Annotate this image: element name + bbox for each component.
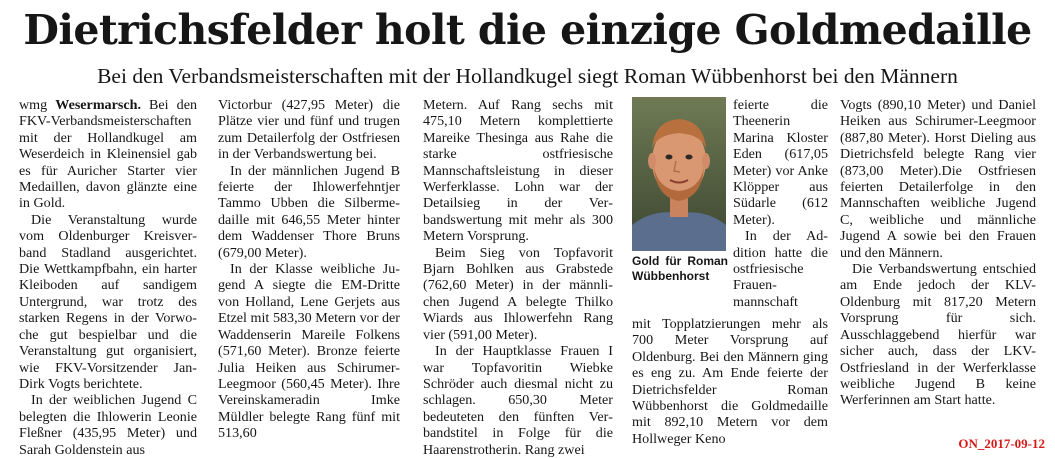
athlete-photo <box>632 97 726 251</box>
text-column-5 <box>840 97 1036 409</box>
photo-caption: Gold für Roman Wübbenhorst <box>632 254 728 283</box>
portrait-image <box>632 97 726 251</box>
article-headline: Dietrichsfelder holt die einzige Goldmedaille <box>23 6 1032 54</box>
text-beside-photo <box>733 97 828 310</box>
text-below-photo <box>632 316 828 447</box>
paragraph: In der Klasse weibliche Jugend A siegte die EM-Dritte von Holland, Lene Gerjets aus Etzel mit 583,30 Metern vor der Waddenserin Mareile Folkens (571,60 Meter). Bronze feierte Julia Heiken aus Schirumer-Leegmoor (560,45 Meter). Ihre Vereinskameradin Imke Müldler belegte Rang fünf mit 513,60 <box>218 261 400 442</box>
text-column-1 <box>19 97 197 458</box>
paragraph: Beim Sieg von Topfavorit Bjarn Bohlken aus Grabstede (762,60 Meter) in der männlichen Jugend A belegte Thilko Wiards aus Ihlowerfehn Rang vier (591,00 Meter). <box>423 244 613 343</box>
paragraph: Vogts (890,10 Meter) und Daniel Heiken aus Schirumer-Leegmoor (887,80 Meter). Horst Dieling aus Dietrichsfeld belegte Rang vier (873,00 Meter).Die Ostfriesen feierten Detailerfolge in den Mannschaften weibliche Jugend C, weibliche und männliche Jugend A sowie bei den Frauen und den Männern. <box>840 97 1036 261</box>
lead-paragraph <box>19 97 197 212</box>
text-column-2 <box>218 97 400 442</box>
lead-text: Bei den FKV-Verbandsmeisterschaften mit der Hollandkugel am Weserdeich in Kleinensiel gab es für Auricher Starter vier Medaillen, davon glänzte eine in Gold. <box>19 97 197 212</box>
paragraph: In der Hauptklasse Frauen I war Topfavoritin Wiebke Schröder auch diesmal nicht zu schlagen. 650,30 Meter bedeuteten den fünften Verbandstitel in Folge für die Haarenstrotherin. Rang zwei <box>423 343 613 458</box>
paragraph: Victorbur (427,95 Meter) die Plätze vier und fünf und trugen zum Detailerfolg der Ostfriesen in der Verbandswertung bei. <box>218 97 400 163</box>
source-dateline: ON_2017-09-12 <box>958 436 1045 451</box>
place-tag: Wesermarsch. <box>55 97 141 113</box>
paragraph: feierte die Theenerin Marina Kloster Eden (617,05 Meter) vor Anke Klöpper aus Südarle (612 Meter). <box>733 97 828 228</box>
article-subheadline: Bei den Verbandsmeisterschaften mit der Hollandkugel siegt Roman Wübbenhorst bei den Männern <box>97 64 958 88</box>
paragraph: In der Addition hatte die ostfriesische Frauenmannschaft <box>733 228 828 310</box>
author-tag: wmg <box>19 97 48 113</box>
text-column-4 <box>632 97 828 447</box>
paragraph: In der weiblichen Jugend C belegten die Ihlowerin Leonie Fleßner (435,95 Meter) und Sarah Goldenstein aus <box>19 392 197 458</box>
paragraph: Die Verbandswertung entschied am Ende jedoch der KLV-Oldenburg mit 817,20 Metern Vorsprung für sich. Ausschlaggebend hierfür war sicher auch, dass der LKV-Ostfriesland in der Werferklasse weibliche Jugend B keine Werferinnen am Start hatte. <box>840 261 1036 409</box>
paragraph: Metern. Auf Rang sechs mit 475,10 Metern komplettierte Mareike Thesinga aus Rahe die starke ostfriesische Mannschaftsleistung in dieser Werferklasse. Lohn war der Detailsieg in der Verbandswertung mit mehr als 300 Metern Vorsprung. <box>423 97 613 245</box>
text-column-3 <box>423 97 613 458</box>
paragraph: In der männlichen Jugend B feierte der Ihlowerfehntjer Tammo Ubben die Silbermedaille mit 646,55 Meter hinter dem Waddenser Thore Bruns (679,00 Meter). <box>218 162 400 261</box>
paragraph: Die Veranstaltung wurde vom Oldenburger Kreisverband Stadland ausgerichtet. Die Wettkampfbahn, ein harter Kleiboden auf sandigem Untergrund, war trotz des starken Regens in der Vorwoche gut bespielbar und die Veranstaltung gut organisiert, wie FKV-Vorsitzender Jan-Dirk Vogts berichtete. <box>19 211 197 392</box>
paragraph: mit Topplatzierungen mehr als 700 Meter Vorsprung auf Oldenburg. Bei den Männern ging es eng zu. Am Ende feierte der Dietrichsfelder Roman Wübbenhorst die Goldmedaille mit 892,10 Metern vor dem Hollweger Keno <box>632 316 828 447</box>
